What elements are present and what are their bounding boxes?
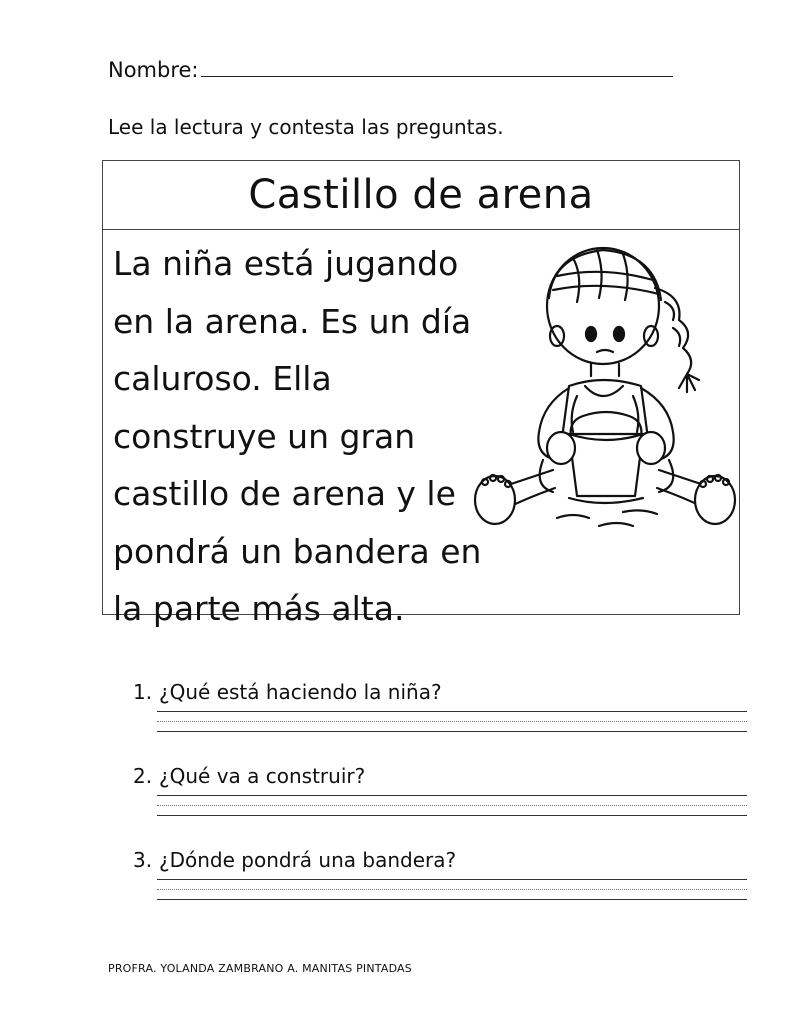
question-number: 3. — [133, 848, 153, 872]
answer-lines-3[interactable] — [157, 879, 747, 900]
answer-guide-line — [157, 805, 747, 806]
footer-credit: PROFRA. YOLANDA ZAMBRANO A. MANITAS PINTADAS — [108, 962, 412, 975]
reading-title-row — [103, 161, 739, 230]
question-text: ¿Qué está haciendo la niña? — [159, 680, 442, 704]
question-3 — [133, 848, 456, 872]
reading-line: caluroso. Ella — [113, 359, 332, 398]
answer-guide-line — [157, 721, 747, 722]
question-1 — [133, 680, 442, 704]
answer-line — [157, 879, 747, 880]
answer-lines-2[interactable] — [157, 795, 747, 816]
reading-line: La niña está jugando — [113, 244, 459, 283]
question-text: ¿Qué va a construir? — [159, 764, 366, 788]
name-field — [108, 58, 673, 82]
question-2 — [133, 764, 365, 788]
reading-line: la parte más alta. — [113, 589, 405, 628]
instructions: Lee la lectura y contesta las preguntas. — [108, 115, 504, 139]
name-label: Nombre: — [108, 58, 199, 82]
question-number: 2. — [133, 764, 153, 788]
reading-text — [113, 235, 533, 638]
answer-line — [157, 731, 747, 732]
answer-line — [157, 815, 747, 816]
question-number: 1. — [133, 680, 153, 704]
answer-guide-line — [157, 889, 747, 890]
reading-line: pondrá un bandera en — [113, 531, 482, 571]
question-text: ¿Dónde pondrá una bandera? — [159, 848, 457, 872]
answer-line — [157, 899, 747, 900]
answer-line — [157, 711, 747, 712]
reading-box — [102, 160, 740, 628]
reading-title: Castillo de arena — [248, 172, 594, 218]
answer-line — [157, 795, 747, 796]
name-write-line[interactable] — [201, 58, 673, 77]
reading-line: castillo de arena y le — [113, 474, 456, 513]
answer-lines-1[interactable] — [157, 711, 747, 732]
girl-illustration — [473, 236, 737, 546]
reading-line: en la arena. Es un día — [113, 301, 472, 341]
reading-line: construye un gran — [113, 416, 416, 456]
